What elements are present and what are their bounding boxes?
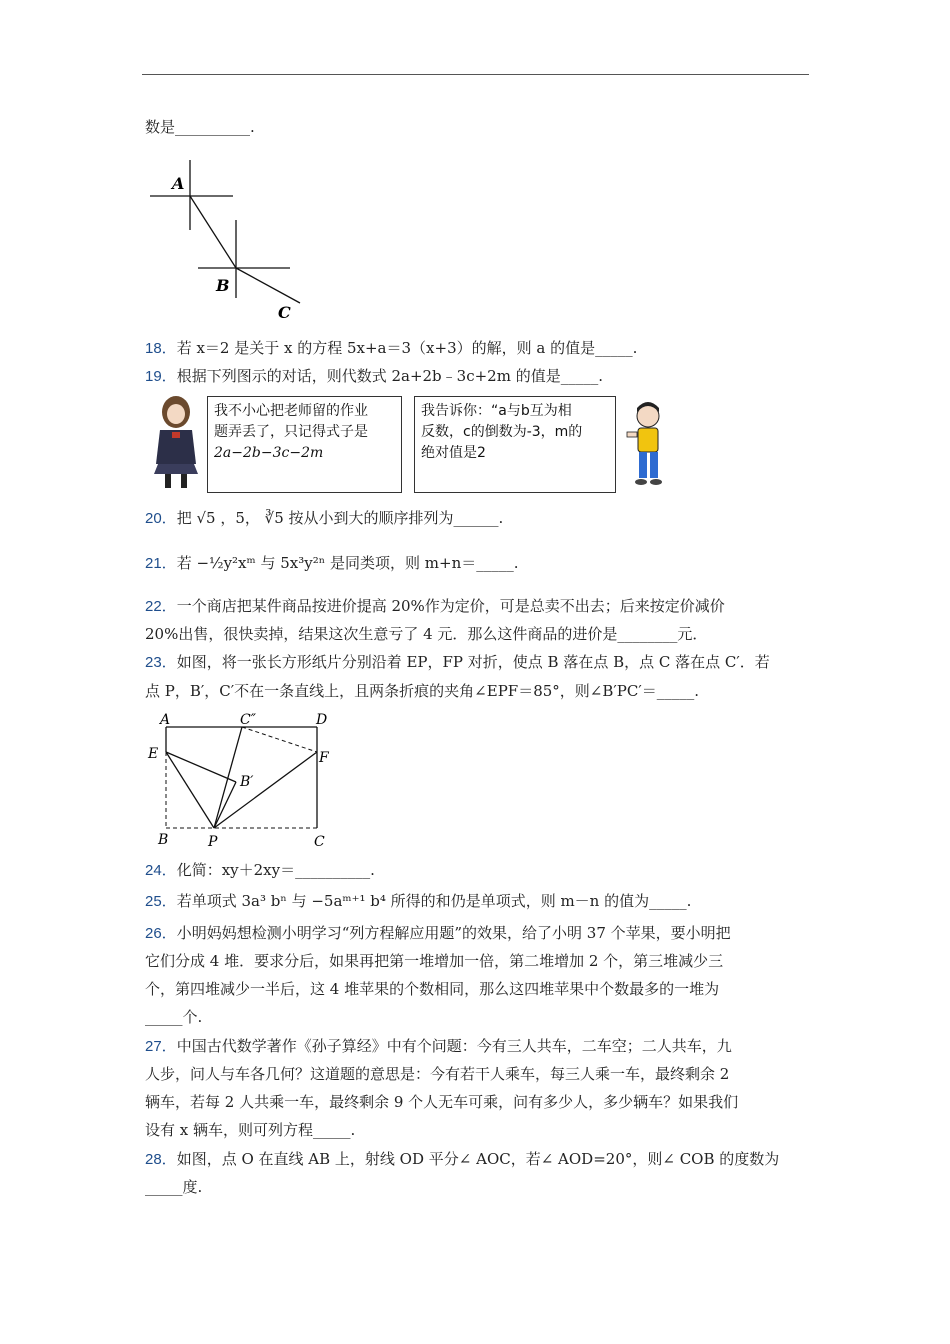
text-line: 辆车，若每 2 人共乘一车，最终剩余 9 个人无车可乘，问有多少人，多少辆车？如果我们 <box>145 1093 739 1111</box>
text-line: 人步，问人与车各几何？这道题的意思是：今有若干人乘车，每三人乘一车，最终剩余 2 <box>145 1065 730 1083</box>
question-number: 18． <box>145 340 177 357</box>
dialog-right-line: 绝对值是2 <box>421 445 486 461</box>
question-28 <box>145 1148 810 1171</box>
boy-illustration <box>622 402 670 488</box>
question-text: 如图，将一张长方形纸片分别沿着 EP，FP 对折，使点 B 落在点 B，点 C 落在点 C′．若 <box>176 653 770 671</box>
question-number: 22． <box>145 598 177 615</box>
question-18 <box>145 337 810 360</box>
text-line: 个，第四堆减少一半后，这 4 堆苹果的个数相同，那么这四堆苹果中个数最多的一堆为 <box>145 980 720 998</box>
question-text: 把 √5 ，5， ∛5 按从小到大的顺序排列为______. <box>176 509 504 527</box>
dialog-left-line: 题弄丢了，只记得式子是 <box>214 424 368 440</box>
point-b-label: B <box>158 832 169 848</box>
text-line: _____度. <box>145 1178 203 1196</box>
angle-figure <box>148 158 308 328</box>
question-20 <box>145 507 810 530</box>
point-f-label: F <box>319 750 329 766</box>
question-25 <box>145 890 810 913</box>
text-line: 它们分成 4 堆．要求分后，如果再把第一堆增加一倍，第二堆增加 2 个，第三堆减少三 <box>145 952 724 970</box>
question-number: 27． <box>145 1038 177 1055</box>
question-text: 若单项式 3a³ bⁿ 与 −5aᵐ⁺¹ b⁴ 所得的和仍是单项式，则 m－n 的值为_____. <box>176 892 692 910</box>
question-number: 28． <box>145 1151 177 1168</box>
question-23 <box>145 651 810 674</box>
point-c-label: C <box>278 303 291 322</box>
header-rule <box>142 74 809 75</box>
point-p-label: P <box>208 834 218 850</box>
question-number: 19． <box>145 368 177 385</box>
point-d-label: D <box>316 712 328 728</box>
question-26 <box>145 922 810 945</box>
text-line: _____个. <box>145 1008 203 1026</box>
question-21 <box>145 552 810 575</box>
question-27 <box>145 1035 810 1058</box>
dialog-right-line: 反数，c的倒数为-3，m的 <box>421 424 583 440</box>
question-number: 24． <box>145 862 177 879</box>
folding-figure <box>144 708 340 852</box>
question-number: 23． <box>145 654 177 671</box>
point-a-label: A <box>160 712 171 728</box>
point-b-label: B <box>216 276 230 295</box>
dialog-left-line: 我不小心把老师留的作业 <box>214 403 368 419</box>
point-a-label: A <box>172 174 185 193</box>
question-22 <box>145 595 810 618</box>
dialog-left <box>207 396 402 493</box>
text-line: 设有 x 辆车，则可列方程_____. <box>145 1121 356 1139</box>
question-19 <box>145 365 810 388</box>
text-line: 数是__________. <box>145 118 255 136</box>
dialog-left-expression: 2a−2b−3c−2m <box>214 445 324 461</box>
dialog-right <box>414 396 616 493</box>
dialog-right-line: 我告诉你：“a与b互为相 <box>421 403 572 419</box>
point-b-prime-label: B′ <box>240 774 254 790</box>
text-line: 点 P，B′，C′不在一条直线上，且两条折痕的夹角∠EPF＝85°，则∠B′PC′＝_____. <box>145 682 700 700</box>
question-24 <box>145 859 810 882</box>
point-e-label: E <box>148 746 159 762</box>
question-text: 若 x＝2 是关于 x 的方程 5x+a＝3（x+3）的解，则 a 的值是_____. <box>176 339 638 357</box>
question-number: 21． <box>145 555 177 572</box>
question-number: 26． <box>145 925 177 942</box>
question-number: 20． <box>145 510 177 527</box>
question-number: 25． <box>145 893 177 910</box>
question-text: 若 −½y²xᵐ 与 5x³y²ⁿ 是同类项，则 m+n＝_____. <box>176 554 519 572</box>
question-text: 中国古代数学著作《孙子算经》中有个问题：今有三人共车，二车空；二人共车，九 <box>176 1037 732 1055</box>
question-text: 一个商店把某件商品按进价提高 20%作为定价，可是总卖不出去；后来按定价减价 <box>176 597 725 615</box>
question-text: 小明妈妈想检测小明学习“列方程解应用题”的效果，给了小明 37 个苹果，要小明把 <box>176 924 731 942</box>
point-c-double-prime-label: C″ <box>240 712 256 728</box>
text-line: 20%出售，很快卖掉，结果这次生意亏了 4 元．那么这件商品的进价是________元． <box>145 625 708 643</box>
point-c-label: C <box>314 834 325 850</box>
question-text: 化简：xy＋2xy＝__________. <box>176 861 375 879</box>
girl-illustration <box>148 394 204 490</box>
question-text: 根据下列图示的对话，则代数式 2a+2b﹣3c+2m 的值是_____. <box>176 367 603 385</box>
question-text: 如图，点 O 在直线 AB 上，射线 OD 平分∠ AOC，若∠ AOD=20°，则∠ COB 的度数为 <box>176 1150 780 1168</box>
